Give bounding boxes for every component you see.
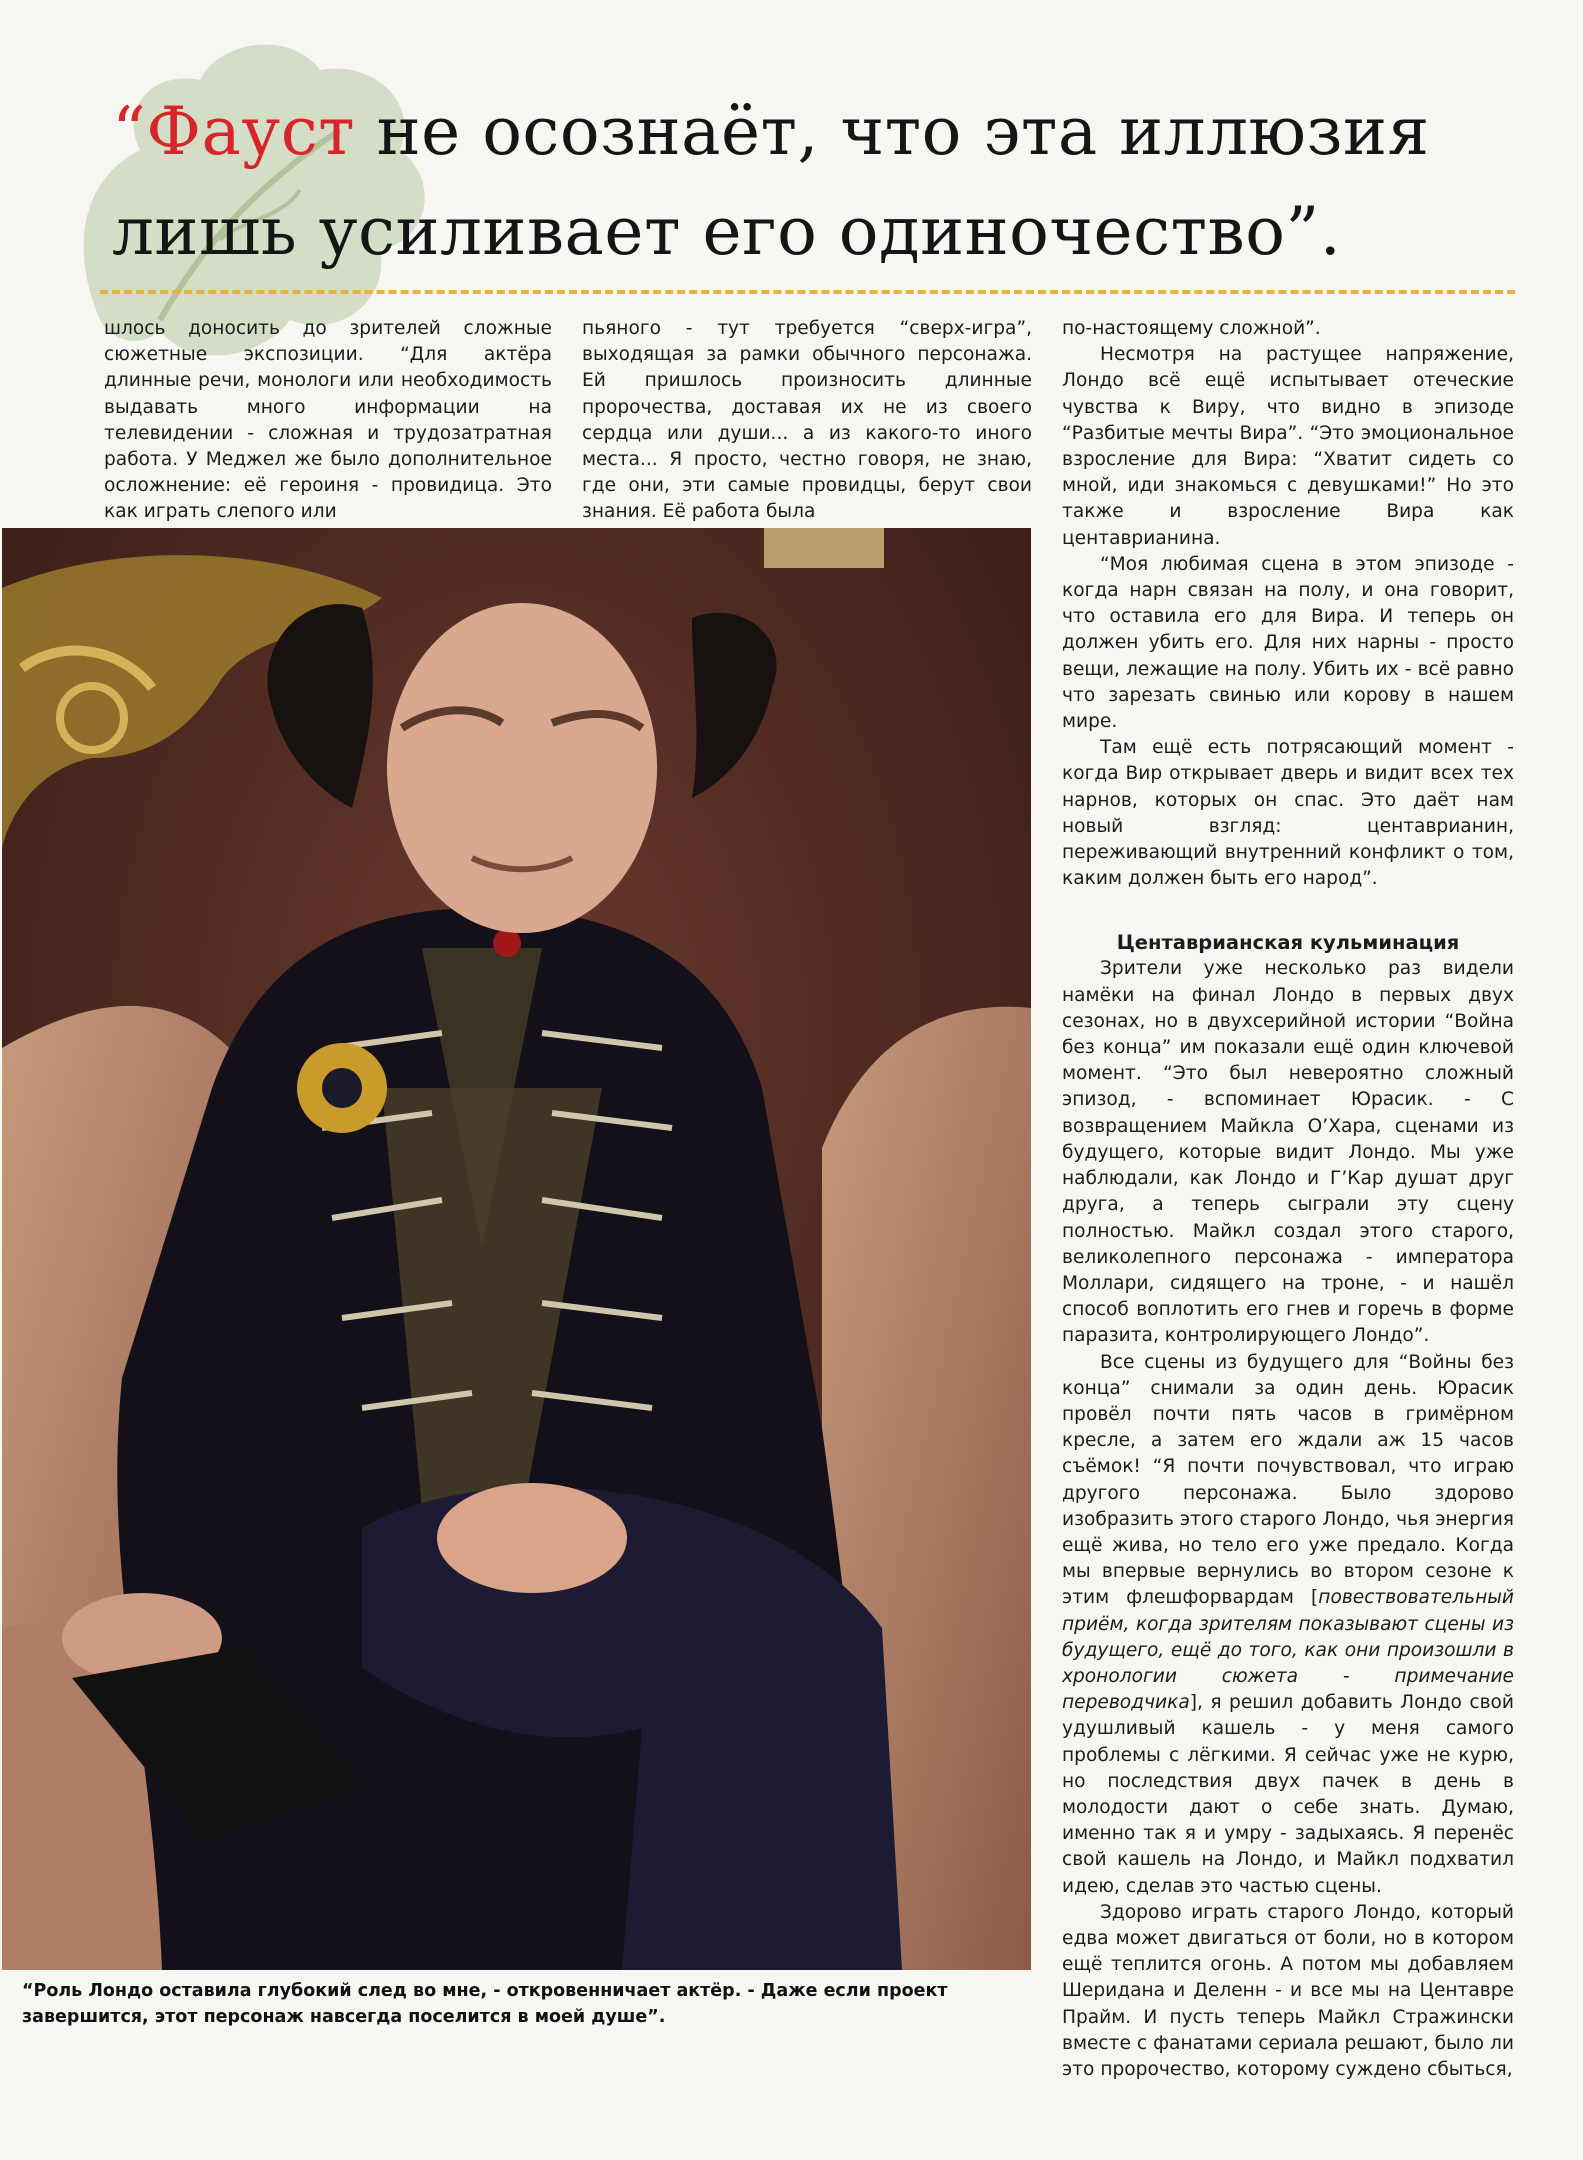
- text-column-2: [582, 316, 1032, 526]
- headline-highlight: “Фауст: [112, 93, 356, 170]
- text-column-1: [104, 316, 552, 526]
- column3-paragraph-6b: ], я решил добавить Лондо свой удушливый кашель - у меня самого проблемы с лёгкими. Я сейчас уже не курю, но последствия двух пачек в день в молодости дают о себе знать. Думаю, именно так я и умру - задыхаясь. Я перенёс свой кашель на Лондо, и Майкл подхватил идею, сделав это частью сцены.: [1062, 1692, 1514, 1897]
- column1-paragraph: шлось доносить до зрителей сложные сюжетные экспозиции. “Для актёра длинные речи, монологи или необходимость выдавать много информации на телевидении - сложная и трудозатратная работа. У Меджел же было дополнительное осложнение: её героиня - провидица. Это как играть слепого или: [104, 318, 552, 523]
- column3-paragraph-7: Здорово играть старого Лондо, который едва может двигаться от боли, но в котором ещё теплится огонь. А потом мы добавляем Шеридана и Деленн - и все мы на Центавре Прайм. И пусть теперь Майкл Стражински вместе с фанатами сериала решают, было ли это пророчество, которому суждено сбыться,: [1062, 1901, 1514, 2080]
- headline: [112, 82, 1532, 282]
- translator-note: повествовательный приём, когда зрителям показывают сцены из будущего, ещё до того, как они произошли в хронологии сюжета - примечание переводчика: [1062, 1587, 1514, 1714]
- column3-paragraph-1: по-настоящему сложной”.: [1062, 318, 1321, 339]
- photo-illustration: [2, 528, 1031, 1970]
- column3-paragraph-4: Там ещё есть потрясающий момент - когда Вир открывает дверь и видит всех тех нарнов, которых он спас. Это даёт нам новый взгляд: центаврианин, переживающий внутренний конфликт о том, каким должен быть его народ”.: [1062, 737, 1514, 890]
- section-heading: Центаврианская кульминация: [1116, 931, 1460, 955]
- headline-line1: не осознаёт, что эта иллюзия: [355, 93, 1430, 170]
- headline-line2: лишь усиливает его одиночество”.: [112, 193, 1342, 270]
- column3-paragraph-5: Зрители уже несколько раз видели намёки на финал Лондо в первых двух сезонах, но в двухсерийной истории “Война без конца” им показали ещё один ключевой момент. “Это был невероятно сложный эпизод, - вспоминает Юрасик. - С возвращением Майкла О’Хара, сценами из будущего, которые видит Лондо. Мы уже наблюдали, как Лондо и Г’Кар душат друг друга, а теперь сыграли эту сцену полностью. Майкл создал этого старого, великолепного персонажа - императора Моллари, сидящего на троне, - и нашёл способ воплотить его гнев и горечь в форме паразита, контролирующего Лондо”.: [1062, 958, 1514, 1347]
- photo-caption: “Роль Лондо оставила глубокий след во мне, - откровенничает актёр. - Даже если проект завершится, этот персонаж навсегда поселится в моей душе”.: [22, 1981, 948, 2027]
- column3-paragraph-6: [1062, 1350, 1514, 1900]
- column2-paragraph: пьяного - тут требуется “сверх-игра”, выходящая за рамки обычного персонажа. Ей пришлось произносить длинные пророчества, доставая их не из своего сердца или души... а из какого-то иного места... Я просто, честно говоря, не знаю, где они, эти самые провидцы, берут свои знания. Её работа была: [582, 318, 1032, 523]
- text-column-3: [1062, 316, 1514, 2083]
- column3-paragraph-6a: Все сцены из будущего для “Войны без конца” снимали за один день. Юрасик провёл почти пять часов в гримёрном кресле, а затем его ждали аж 15 часов съёмок! “Я почти почувствовал, что играю другого персонажа. Было здорово изобразить этого старого Лондо, чья энергия ещё жива, но тело его уже предало. Когда мы впервые вернулись во втором сезоне к этим флешфорвардам [: [1062, 1351, 1514, 1609]
- dashed-divider: [100, 290, 1515, 294]
- column3-paragraph-3: “Моя любимая сцена в этом эпизоде - когда нарн связан на полу, и она говорит, что оставила его для Вира. И теперь он должен убить его. Для них нарны - просто вещи, лежащие на полу. Убить их - всё равно что зарезать свинью или корову в нашем мире.: [1062, 553, 1514, 733]
- column3-paragraph-2: Несмотря на растущее напряжение, Лондо всё ещё испытывает отеческие чувства к Виру, что видно в эпизоде “Разбитые мечты Вира”. “Это эмоциональное взросление для Вира: “Хватит сидеть со мной, иди знакомься с девушками!” Но это также и взросление Вира как центаврианина.: [1062, 344, 1514, 549]
- photo-londo-mollari: [2, 528, 1031, 1970]
